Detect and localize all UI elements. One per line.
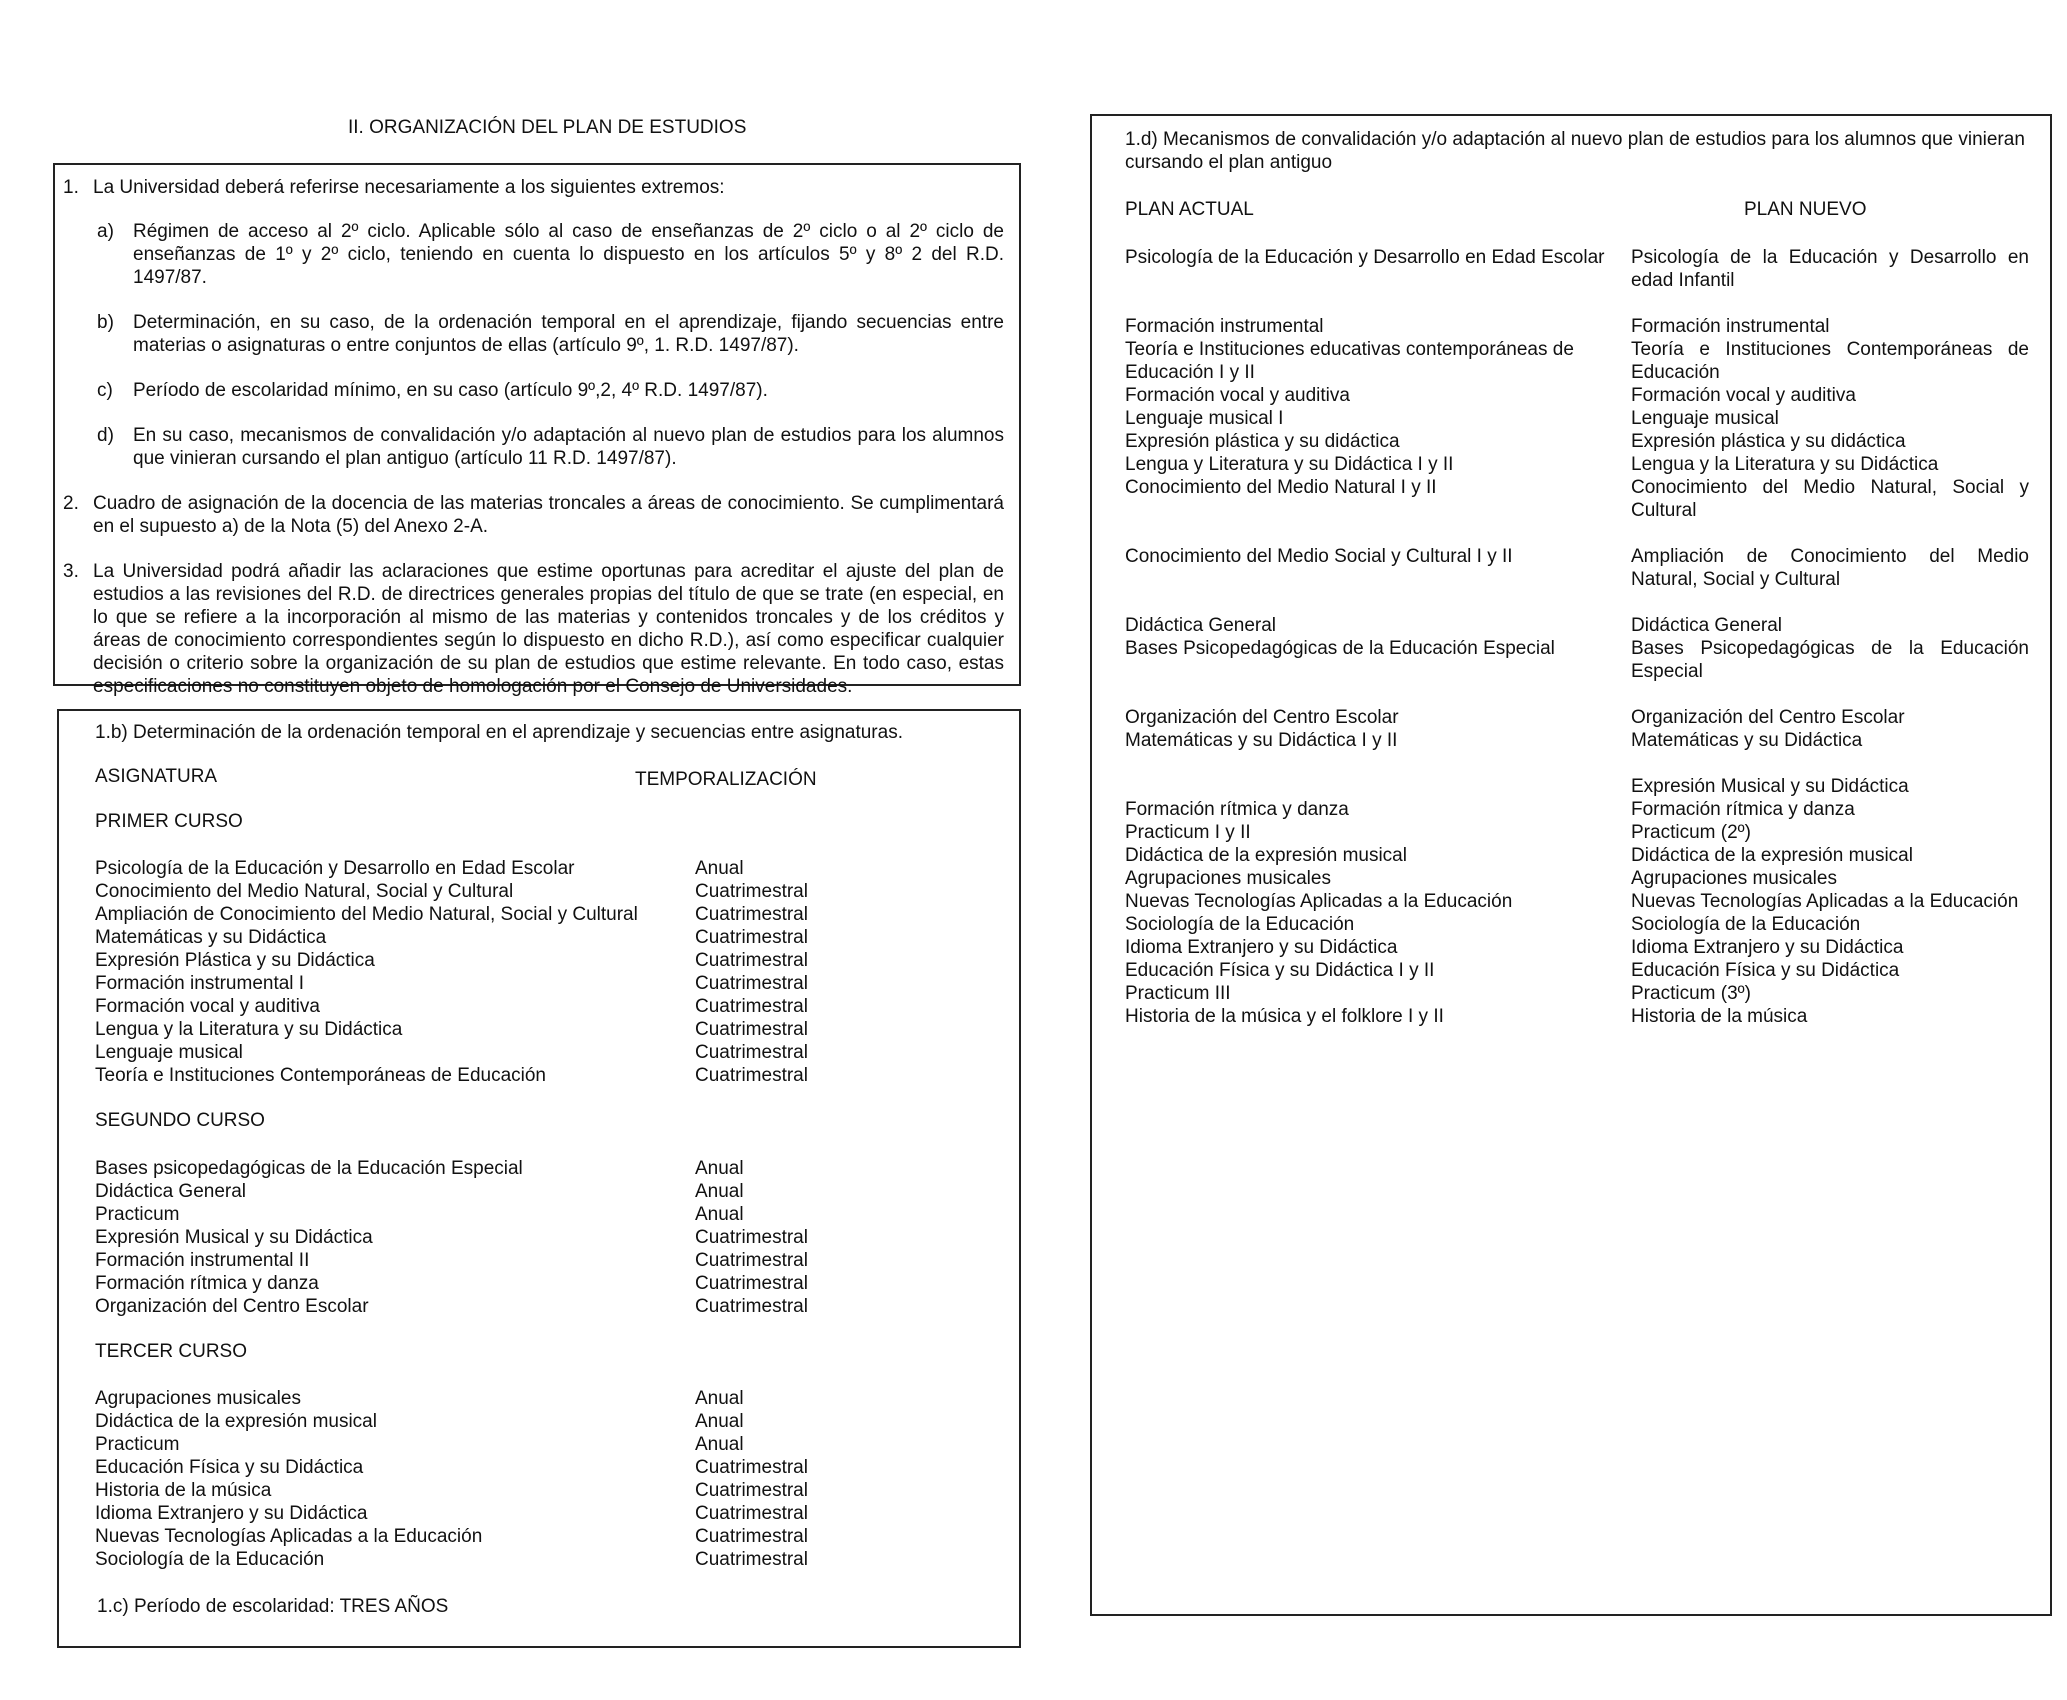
current-plan-subject: Didáctica General	[1125, 615, 1277, 636]
sub-item-c	[93, 379, 1004, 402]
column-header-period: TEMPORALIZACIÓN	[635, 769, 817, 790]
subject-row	[95, 1387, 975, 1410]
subject-name: Conocimiento del Medio Natural, Social y Cultural	[95, 881, 514, 902]
current-plan-subject: Practicum III	[1125, 983, 1231, 1004]
subject-name: Practicum	[95, 1204, 180, 1225]
requirements-box	[53, 163, 1021, 697]
equivalence-row	[1125, 338, 2029, 384]
new-plan-subject: Nuevas Tecnologías Aplicadas a la Educación	[1631, 891, 2019, 912]
subject-name: Matemáticas y su Didáctica	[95, 927, 327, 948]
sub-item-letter: a)	[97, 221, 114, 242]
subject-row	[95, 1502, 975, 1525]
equivalence-row	[1125, 384, 2029, 407]
subject-row	[95, 1479, 975, 1502]
row-spacer	[1125, 683, 2029, 706]
equivalence-row	[1125, 246, 2029, 292]
equivalence-row	[1125, 867, 2029, 890]
subject-period: Cuatrimestral	[695, 904, 808, 925]
subject-period: Cuatrimestral	[695, 1273, 808, 1294]
current-plan-subject: Expresión plástica y su didáctica	[1125, 431, 1400, 452]
current-plan-subject: Organización del Centro Escolar	[1125, 707, 1399, 728]
requirements-list	[63, 220, 1004, 720]
equivalence-row	[1125, 407, 2029, 430]
row-spacer	[1125, 522, 2029, 545]
equivalence-row	[1125, 614, 2029, 637]
mechanisms-box	[1090, 114, 2052, 1616]
subject-period: Cuatrimestral	[695, 1019, 808, 1040]
column-header-current-plan: PLAN ACTUAL	[1125, 199, 1254, 220]
equivalence-row	[1125, 798, 2029, 821]
sub-item-text: En su caso, mecanismos de convalidación y/o adaptación al nuevo plan de estudios para los alumnos que vinieran cursando el plan antiguo (artículo 11 R.D. 1497/87).	[133, 425, 1004, 469]
subject-name: Historia de la música	[95, 1480, 272, 1501]
subject-name: Lengua y la Literatura y su Didáctica	[95, 1019, 403, 1040]
item-text: Cuadro de asignación de la docencia de las materias troncales a áreas de conocimiento. Se cumplimentará en el supuesto a) de la Nota (5) del Anexo 2-A.	[93, 493, 1004, 537]
subject-period: Cuatrimestral	[695, 881, 808, 902]
current-plan-subject: Formación rítmica y danza	[1125, 799, 1349, 820]
sub-item-letter: c)	[97, 380, 113, 401]
new-plan-subject: Teoría e Instituciones Contemporáneas de Educación	[1631, 339, 2029, 383]
course-title: SEGUNDO CURSO	[95, 1110, 265, 1131]
subject-period: Cuatrimestral	[695, 1503, 808, 1524]
current-plan-subject: Practicum I y II	[1125, 822, 1251, 843]
subject-period: Anual	[695, 1411, 744, 1432]
equivalence-row	[1125, 913, 2029, 936]
new-plan-subject: Lengua y la Literatura y su Didáctica	[1631, 454, 1939, 475]
equivalence-row	[1125, 959, 2029, 982]
subject-period: Cuatrimestral	[695, 950, 808, 971]
subject-name: Didáctica de la expresión musical	[95, 1411, 377, 1432]
requirements-intro	[63, 176, 725, 199]
subject-name: Organización del Centro Escolar	[95, 1296, 369, 1317]
subject-name: Lenguaje musical	[95, 1042, 243, 1063]
subject-row	[95, 1249, 975, 1272]
intro-text: La Universidad deberá referirse necesariamente a los siguientes extremos:	[93, 177, 725, 198]
new-plan-subject: Matemáticas y su Didáctica	[1631, 730, 1863, 751]
subject-name: Expresión Musical y su Didáctica	[95, 1227, 373, 1248]
sub-item-letter: b)	[97, 312, 114, 333]
sub-item-a	[93, 220, 1004, 289]
subject-period: Anual	[695, 1388, 744, 1409]
subject-row	[95, 1433, 975, 1456]
new-plan-subject: Sociología de la Educación	[1631, 914, 1861, 935]
subject-name: Formación instrumental II	[95, 1250, 310, 1271]
equivalence-row	[1125, 890, 2029, 913]
subject-period: Cuatrimestral	[695, 1065, 808, 1086]
subject-row	[95, 1203, 975, 1226]
new-plan-subject: Expresión Musical y su Didáctica	[1631, 776, 1909, 797]
item-number: 1.	[63, 177, 79, 198]
subject-period: Anual	[695, 1204, 744, 1225]
new-plan-subject: Formación instrumental	[1631, 316, 1830, 337]
equivalence-row	[1125, 729, 2029, 752]
subject-list	[95, 1387, 975, 1571]
sub-item-text: Régimen de acceso al 2º ciclo. Aplicable sólo al caso de enseñanzas de 2º ciclo o al 2º ciclo de enseñanzas de 1º y 2º ciclo, teniendo en cuenta lo dispuesto en los artículos 5º y 8º 2 del R.D. 1497/87.	[133, 221, 1004, 288]
subject-name: Didáctica General	[95, 1181, 247, 1202]
subject-row	[95, 1018, 975, 1041]
mechanisms-heading: 1.d) Mecanismos de convalidación y/o adaptación al nuevo plan de estudios para los alumnos que vinieran cursando el plan antiguo	[1125, 129, 2025, 173]
page-title: II. ORGANIZACIÓN DEL PLAN DE ESTUDIOS	[348, 117, 747, 138]
subject-row	[95, 1041, 975, 1064]
subject-period: Cuatrimestral	[695, 927, 808, 948]
subject-period: Anual	[695, 1181, 744, 1202]
subject-period: Cuatrimestral	[695, 1227, 808, 1248]
current-plan-subject: Lengua y Literatura y su Didáctica I y II	[1125, 454, 1454, 475]
item-text: La Universidad podrá añadir las aclaraciones que estime oportunas para acreditar el ajuste del plan de estudios a las revisiones del R.D. de directrices generales propias del título de que se trate (en especial, en lo que se refiere a la incorporación al mismo de las materias y contenidos troncales y de los créditos y áreas de conocimiento correspondientes según lo dispuesto en dicho R.D.), así como especificar cualquier decisión o criterio sobre la organización de su plan de estudios que estime relevante. En todo caso, estas especificaciones no constituyen objeto de homologación por el Consejo de Universidades.	[93, 561, 1004, 697]
current-plan-subject: Educación Física y su Didáctica I y II	[1125, 960, 1435, 981]
new-plan-subject: Agrupaciones musicales	[1631, 868, 1837, 889]
subject-row	[95, 1064, 975, 1087]
subject-row	[95, 1157, 975, 1180]
item-3	[63, 560, 1004, 698]
equivalence-row	[1125, 821, 2029, 844]
course-title: PRIMER CURSO	[95, 811, 243, 832]
current-plan-subject: Conocimiento del Medio Social y Cultural I y II	[1125, 546, 1513, 567]
new-plan-subject: Formación vocal y auditiva	[1631, 385, 1856, 406]
current-plan-subject: Historia de la música y el folklore I y II	[1125, 1006, 1444, 1027]
current-plan-subject: Teoría e Instituciones educativas contemporáneas de Educación I y II	[1125, 339, 1574, 383]
subject-period: Anual	[695, 858, 744, 879]
current-plan-subject: Psicología de la Educación y Desarrollo en Edad Escolar	[1125, 247, 1605, 268]
subject-row	[95, 949, 975, 972]
current-plan-subject: Matemáticas y su Didáctica I y II	[1125, 730, 1398, 751]
subject-row	[95, 1180, 975, 1203]
equivalence-row	[1125, 844, 2029, 867]
subject-period: Cuatrimestral	[695, 1250, 808, 1271]
current-plan-subject: Agrupaciones musicales	[1125, 868, 1331, 889]
subject-row	[95, 1410, 975, 1433]
subject-period: Cuatrimestral	[695, 1549, 808, 1570]
subject-name: Idioma Extranjero y su Didáctica	[95, 1503, 368, 1524]
subject-row	[95, 1295, 975, 1318]
equivalence-table	[1125, 246, 2029, 1028]
equivalence-row	[1125, 430, 2029, 453]
subject-name: Ampliación de Conocimiento del Medio Natural, Social y Cultural	[95, 904, 638, 925]
current-plan-subject: Idioma Extranjero y su Didáctica	[1125, 937, 1398, 958]
equivalence-row	[1125, 1005, 2029, 1028]
new-plan-subject: Ampliación de Conocimiento del Medio Natural, Social y Cultural	[1631, 546, 2029, 590]
new-plan-subject: Psicología de la Educación y Desarrollo en edad Infantil	[1631, 247, 2029, 291]
sub-item-text: Período de escolaridad mínimo, en su caso (artículo 9º,2, 4º R.D. 1497/87).	[133, 380, 768, 401]
item-2	[63, 492, 1004, 538]
sub-item-b	[93, 311, 1004, 357]
new-plan-subject: Lenguaje musical	[1631, 408, 1779, 429]
subject-row	[95, 972, 975, 995]
current-plan-subject: Conocimiento del Medio Natural I y II	[1125, 477, 1437, 498]
subject-name: Formación vocal y auditiva	[95, 996, 320, 1017]
subject-period: Anual	[695, 1434, 744, 1455]
new-plan-subject: Didáctica de la expresión musical	[1631, 845, 1913, 866]
subject-period: Cuatrimestral	[695, 1526, 808, 1547]
subject-name: Psicología de la Educación y Desarrollo en Edad Escolar	[95, 858, 575, 879]
subject-period: Cuatrimestral	[695, 1042, 808, 1063]
new-plan-subject: Bases Psicopedagógicas de la Educación Especial	[1631, 638, 2029, 682]
row-spacer	[1125, 292, 2029, 315]
row-spacer	[1125, 752, 2029, 775]
subject-name: Bases psicopedagógicas de la Educación Especial	[95, 1158, 523, 1179]
subject-period: Cuatrimestral	[695, 1296, 808, 1317]
subject-name: Sociología de la Educación	[95, 1549, 325, 1570]
current-plan-subject: Formación instrumental	[1125, 316, 1324, 337]
equivalence-row	[1125, 982, 2029, 1005]
current-plan-subject: Formación vocal y auditiva	[1125, 385, 1350, 406]
item-number: 2.	[63, 493, 79, 514]
equivalence-row	[1125, 775, 2029, 798]
schooling-period: 1.c) Período de escolaridad: TRES AÑOS	[97, 1596, 449, 1617]
equivalence-row	[1125, 936, 2029, 959]
new-plan-subject: Idioma Extranjero y su Didáctica	[1631, 937, 1904, 958]
column-header-subject: ASIGNATURA	[95, 766, 218, 787]
sub-item-letter: d)	[97, 425, 114, 446]
equivalence-row	[1125, 315, 2029, 338]
temporal-box	[57, 709, 1021, 1648]
new-plan-subject: Historia de la música	[1631, 1006, 1808, 1027]
current-plan-subject: Nuevas Tecnologías Aplicadas a la Educación	[1125, 891, 1513, 912]
subject-row	[95, 880, 975, 903]
equivalence-row	[1125, 706, 2029, 729]
subject-row	[95, 995, 975, 1018]
subject-name: Expresión Plástica y su Didáctica	[95, 950, 375, 971]
current-plan-subject: Lenguaje musical I	[1125, 408, 1284, 429]
new-plan-subject: Expresión plástica y su didáctica	[1631, 431, 1906, 452]
column-header-new-plan: PLAN NUEVO	[1744, 199, 1867, 220]
sub-item-d	[93, 424, 1004, 470]
new-plan-subject: Formación rítmica y danza	[1631, 799, 1855, 820]
current-plan-subject: Bases Psicopedagógicas de la Educación Especial	[1125, 638, 1555, 659]
course-title: TERCER CURSO	[95, 1341, 248, 1362]
subject-period: Cuatrimestral	[695, 1480, 808, 1501]
subject-row	[95, 1226, 975, 1249]
subject-name: Formación instrumental I	[95, 973, 305, 994]
current-plan-subject: Sociología de la Educación	[1125, 914, 1355, 935]
subject-name: Teoría e Instituciones Contemporáneas de Educación	[95, 1065, 546, 1086]
equivalence-row	[1125, 637, 2029, 683]
subject-list	[95, 1157, 975, 1318]
new-plan-subject: Practicum (3º)	[1631, 983, 1751, 1004]
subject-row	[95, 1456, 975, 1479]
current-plan-subject	[1125, 775, 1631, 798]
equivalence-row	[1125, 476, 2029, 522]
subject-name: Educación Física y su Didáctica	[95, 1457, 364, 1478]
subject-row	[95, 1272, 975, 1295]
new-plan-subject: Practicum (2º)	[1631, 822, 1751, 843]
subject-row	[95, 926, 975, 949]
subject-period: Cuatrimestral	[695, 973, 808, 994]
subject-name: Practicum	[95, 1434, 180, 1455]
subject-row	[95, 1525, 975, 1548]
subject-name: Formación rítmica y danza	[95, 1273, 319, 1294]
row-spacer	[1125, 591, 2029, 614]
subject-row	[95, 903, 975, 926]
new-plan-subject: Educación Física y su Didáctica	[1631, 960, 1900, 981]
subject-period: Anual	[695, 1158, 744, 1179]
subject-row	[95, 857, 975, 880]
new-plan-subject: Organización del Centro Escolar	[1631, 707, 1905, 728]
subject-name: Agrupaciones musicales	[95, 1388, 301, 1409]
temporal-heading: 1.b) Determinación de la ordenación temporal en el aprendizaje y secuencias entre asignaturas.	[95, 722, 903, 743]
subject-period: Cuatrimestral	[695, 1457, 808, 1478]
equivalence-row	[1125, 545, 2029, 591]
current-plan-subject: Didáctica de la expresión musical	[1125, 845, 1407, 866]
new-plan-subject: Didáctica General	[1631, 615, 1783, 636]
new-plan-subject: Conocimiento del Medio Natural, Social y Cultural	[1631, 477, 2029, 521]
sub-item-text: Determinación, en su caso, de la ordenación temporal en el aprendizaje, fijando secuencias entre materias o asignaturas o entre conjuntos de ellas (artículo 9º, 1. R.D. 1497/87).	[133, 312, 1004, 356]
subject-list	[95, 857, 975, 1087]
subject-name: Nuevas Tecnologías Aplicadas a la Educación	[95, 1526, 483, 1547]
subject-period: Cuatrimestral	[695, 996, 808, 1017]
item-number: 3.	[63, 561, 79, 582]
subject-row	[95, 1548, 975, 1571]
equivalence-row	[1125, 453, 2029, 476]
